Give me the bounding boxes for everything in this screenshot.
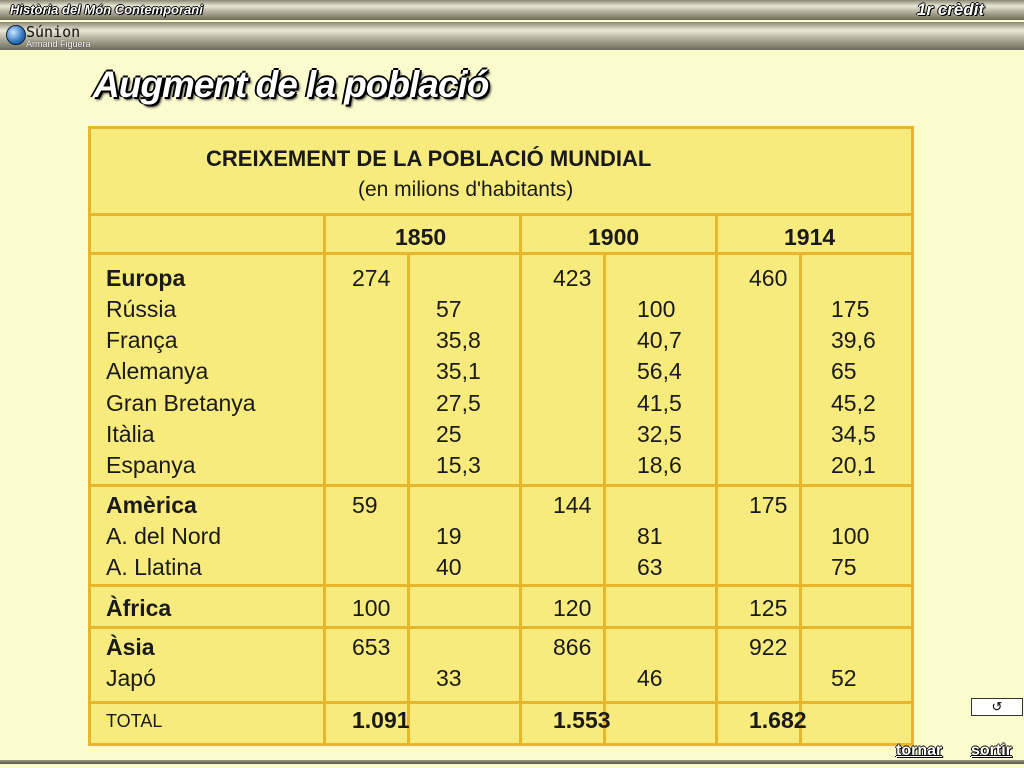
table-cell: 40,7	[637, 327, 682, 353]
table-caption: CREIXEMENT DE LA POBLACIÓ MUNDIAL	[206, 146, 652, 171]
sunion-logo	[6, 24, 106, 50]
table-cell: 75	[831, 554, 857, 580]
row-label: França	[106, 327, 178, 353]
table-cell: 1.682	[749, 707, 807, 733]
back-link[interactable]: tornar	[896, 742, 943, 759]
year-header: 1850	[395, 224, 447, 250]
table-cell: 25	[436, 421, 462, 447]
table-rule	[91, 626, 911, 629]
table-cell: 56,4	[637, 358, 682, 384]
row-label: Itàlia	[106, 421, 155, 447]
table-cell: 1.553	[553, 707, 611, 733]
table-rule	[603, 252, 606, 743]
table-cell: 460	[749, 265, 788, 291]
row-label: A. del Nord	[106, 523, 222, 549]
table-cell: 65	[831, 358, 857, 384]
year-header: 1914	[784, 224, 836, 250]
table-cell: 922	[749, 634, 788, 660]
table-cell: 57	[436, 296, 462, 322]
table-cell: 81	[637, 523, 663, 549]
table-cell: 63	[637, 554, 663, 580]
credit-label: 1r crèdit	[916, 0, 984, 19]
table-cell: 175	[831, 296, 870, 322]
year-header: 1900	[588, 224, 640, 250]
table-rule	[91, 484, 911, 487]
row-label: Àsia	[106, 634, 155, 660]
row-label: A. Llatina	[106, 554, 202, 580]
table-cell: 423	[553, 265, 592, 291]
table-rule	[407, 252, 410, 743]
table-cell: 175	[749, 492, 788, 518]
table-cell: 100	[637, 296, 676, 322]
table-cell: 866	[553, 634, 592, 660]
table-cell: 41,5	[637, 390, 682, 416]
page-title: Augment de la població	[93, 64, 489, 105]
row-label: Rússia	[106, 296, 177, 322]
logo-name: Súnion	[26, 23, 81, 41]
logo-bar	[0, 22, 1024, 50]
table-cell: 100	[831, 523, 870, 549]
table-cell: 274	[352, 265, 391, 291]
table-cell: 39,6	[831, 327, 876, 353]
table-rule	[519, 213, 522, 743]
table-cell: 32,5	[637, 421, 682, 447]
course-title: Història del Món Contemporani	[10, 2, 203, 17]
table-rule	[91, 584, 911, 587]
table-cell: 45,2	[831, 390, 876, 416]
table-subcaption: (en milions d'habitants)	[358, 178, 574, 201]
table-cell: 27,5	[436, 390, 481, 416]
row-label: Amèrica	[106, 492, 197, 518]
table-cell: 52	[831, 665, 857, 691]
table-rule	[799, 252, 802, 743]
table-cell: 33	[436, 665, 462, 691]
table-cell: 100	[352, 595, 391, 621]
table-rule	[715, 213, 718, 743]
table-rule	[91, 701, 911, 704]
table-cell: 125	[749, 595, 788, 621]
table-cell: 18,6	[637, 452, 682, 478]
table-cell: 19	[436, 523, 462, 549]
table-cell: 144	[553, 492, 592, 518]
table-cell: 20,1	[831, 452, 876, 478]
undo-arrow-icon[interactable]: ↺	[971, 698, 1023, 716]
row-label: Espanya	[106, 452, 196, 478]
row-label: Àfrica	[106, 595, 172, 621]
population-table	[88, 126, 914, 746]
table-cell: 1.091	[352, 707, 410, 733]
row-label: Gran Bretanya	[106, 390, 256, 416]
bottom-divider	[0, 760, 1024, 764]
table-cell: 46	[637, 665, 663, 691]
row-label: Alemanya	[106, 358, 209, 384]
table-cell: 35,1	[436, 358, 481, 384]
table-cell: 15,3	[436, 452, 481, 478]
row-label: Europa	[106, 265, 186, 291]
row-label: TOTAL	[106, 711, 163, 731]
row-label: Japó	[106, 665, 156, 691]
table-rule	[91, 213, 911, 216]
table-cell: 59	[352, 492, 378, 518]
table-cell: 120	[553, 595, 592, 621]
logo-author: Armand Figuera	[26, 39, 91, 49]
globe-icon	[6, 25, 26, 45]
table-cell: 34,5	[831, 421, 876, 447]
table-cell: 653	[352, 634, 391, 660]
exit-link[interactable]: sortir	[971, 742, 1012, 759]
table-rule	[323, 213, 326, 743]
table-rule	[91, 252, 911, 255]
table-cell: 35,8	[436, 327, 481, 353]
table-cell: 40	[436, 554, 462, 580]
